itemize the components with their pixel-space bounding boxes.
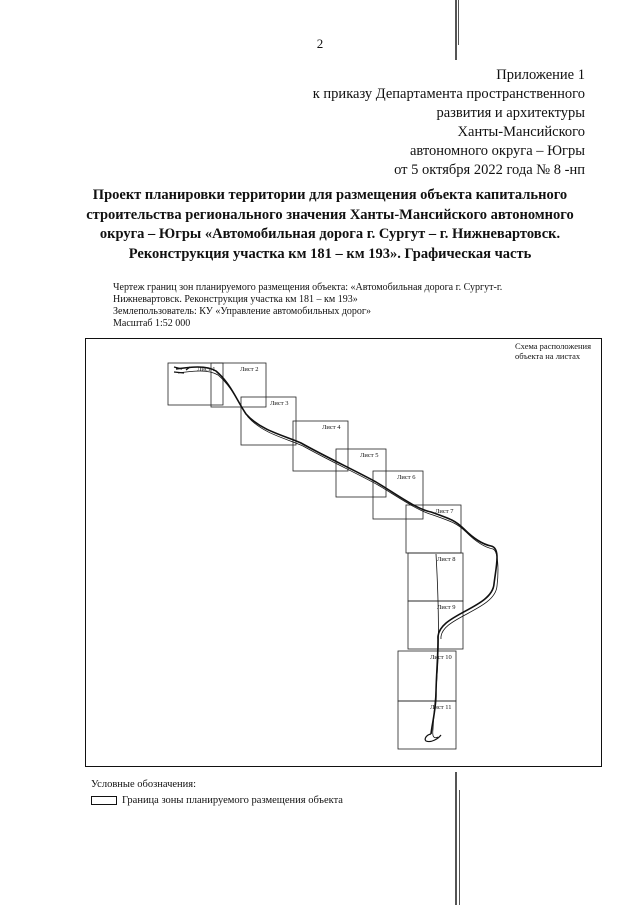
title-line: строительства регионального значения Ханты-Мансийского автономного — [86, 206, 574, 223]
document-title — [60, 186, 600, 264]
appendix-line: развития и архитектуры — [436, 105, 585, 121]
sheet-label: Лист 7 — [435, 508, 454, 515]
sheet-label: Лист 1 — [197, 366, 216, 373]
appendix-line: к приказу Департамента пространственного — [312, 86, 585, 102]
sheet-label: Лист 8 — [437, 556, 456, 563]
appendix-block — [313, 66, 585, 180]
legend-item — [91, 795, 343, 806]
sheet-label: Лист 6 — [397, 474, 416, 481]
drawing-info-line: Землепользователь: КУ «Управление автомобильных дорог» — [113, 306, 372, 317]
appendix-line: Ханты-Мансийского — [457, 124, 585, 140]
title-line: Реконструкция участка км 181 – км 193». Графическая часть — [128, 245, 532, 262]
scheme-caption-line: Схема расположения — [514, 341, 591, 351]
sheet-frame — [398, 651, 456, 701]
drawing-info-line: Масштаб 1:52 000 — [113, 318, 191, 329]
appendix-line: Приложение 1 — [496, 67, 585, 83]
appendix-line: автономного округа – Югры — [409, 143, 585, 159]
sheet-label: Лист 4 — [322, 424, 341, 431]
legend-title: Условные обозначения: — [91, 779, 197, 790]
sheet-label: Лист 3 — [270, 400, 289, 407]
sheet-label: Лист 11 — [430, 704, 452, 711]
title-line: Проект планировки территории для размещения объекта капитального — [92, 187, 568, 203]
sheet-label: Лист 10 — [430, 654, 452, 661]
drawing-info — [113, 282, 502, 330]
sheet-frame — [408, 553, 463, 601]
drawing-info-line: Чертеж границ зон планируемого размещения объекта: «Автомобильная дорога г. Сургут-г. — [113, 282, 503, 293]
title-line: округа – Югры «Автомобильная дорога г. Сургут – г. Нижневартовск. — [99, 226, 561, 242]
sheet-frame — [408, 601, 463, 649]
drawing-info-line: Нижневартовск. Реконструкция участка км 181 – км 193» — [113, 294, 358, 305]
scan-artifact-line — [455, 772, 457, 905]
map-drawing — [86, 339, 603, 768]
appendix-line: от 5 октября 2022 года № 8 -нп — [394, 162, 585, 178]
sheet-frame — [336, 449, 386, 497]
boundary-swatch — [91, 796, 117, 805]
sheet-layout-map — [85, 338, 602, 767]
sheet-frames — [168, 363, 463, 749]
scheme-caption — [515, 341, 591, 361]
scheme-caption-line: объекта на листах — [514, 351, 581, 361]
sheet-label: Лист 9 — [437, 604, 456, 611]
sheet-label: Лист 2 — [240, 366, 259, 373]
scan-artifact-line — [459, 790, 460, 905]
legend-item-label: Граница зоны планируемого размещения объекта — [122, 795, 343, 806]
sheet-label: Лист 5 — [360, 452, 379, 459]
page-number: 2 — [316, 36, 324, 51]
road-line — [176, 367, 497, 734]
